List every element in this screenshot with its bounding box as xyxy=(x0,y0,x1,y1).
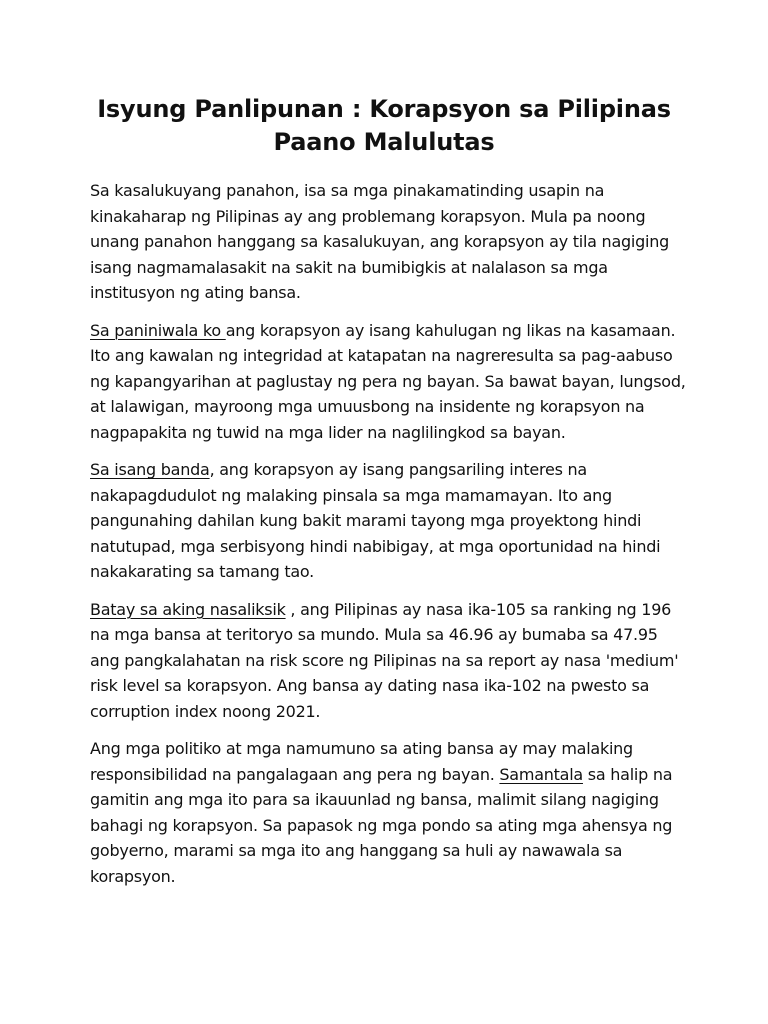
page-title xyxy=(60,93,708,159)
paragraph-4-lead: Batay sa aking nasaliksik xyxy=(90,599,286,619)
paragraph-5-underlined: Samantala xyxy=(499,764,583,784)
paragraph-2 xyxy=(90,318,690,446)
title-line-2: Paano Malulutas xyxy=(273,128,495,156)
title-line-1: Isyung Panlipunan : Korapsyon sa Pilipinas xyxy=(97,95,671,123)
paragraph-5-text-before: Ang mga politiko at mga namumuno sa ating bansa ay may malaking responsibilidad na pangalagaan ang pera ng bayan. xyxy=(90,739,633,784)
paragraph-1 xyxy=(90,178,690,306)
paragraph-3-lead: Sa isang banda xyxy=(90,460,210,479)
paragraph-1-text: Sa kasalukuyang panahon, isa sa mga pinakamatinding usapin na kinakaharap ng Pilipinas ay ang problemang korapsyon. Mula pa noong unang panahon hanggang sa kasalukuyan, ang korapsyon ay tila nagiging isang nagmamalasakit na sakit na bumibigkis at nalalason sa mga institusyon ng ating bansa. xyxy=(90,181,669,302)
paragraph-4 xyxy=(90,597,690,725)
paragraph-5-text-after: sa halip na gamitin ang mga ito para sa ikauunlad ng bansa, malimit silang nagiging bahagi ng korapsyon. Sa papasok ng mga pondo sa ating mga ahensya ng gobyerno, marami sa mga ito ang hanggang sa huli ay nawawala sa korapsyon. xyxy=(90,764,673,886)
paragraph-2-lead: Sa paniniwala ko xyxy=(90,320,226,340)
paragraph-5 xyxy=(90,736,690,889)
paragraph-3-text: , ang korapsyon ay isang pangsariling interes na nakapagdudulot ng malaking pinsala sa mga mamamayan. Ito ang pangunahing dahilan kung bakit marami tayong mga proyektong hindi natutupad, mga serbisyong hindi nabibigay, at mga oportunidad na hindi nakakarating sa tamang tao. xyxy=(90,460,661,581)
document-body xyxy=(90,178,690,901)
paragraph-4-text: , ang Pilipinas ay nasa ika-105 sa ranking ng 196 na mga bansa at teritoryo sa mundo. Mula sa 46.96 ay bumaba sa 47.95 ang pangkalahatan na risk score ng Pilipinas na sa report ay nasa 'medium' risk level sa korapsyon. Ang bansa ay dating nasa ika-102 na pwesto sa corruption index noong 2021. xyxy=(90,599,679,721)
paragraph-2-text: ang korapsyon ay isang kahulugan ng likas na kasamaan. Ito ang kawalan ng integridad at katapatan na nagreresulta sa pag-aabuso ng kapangyarihan at paglustay ng pera ng bayan. Sa bawat bayan, lungsod, at lalawigan, mayroong mga umuusbong na insidente ng korapsyon na nagpapakita ng tuwid na mga lider na naglilingkod sa bayan. xyxy=(90,320,686,442)
paragraph-3 xyxy=(90,457,690,585)
